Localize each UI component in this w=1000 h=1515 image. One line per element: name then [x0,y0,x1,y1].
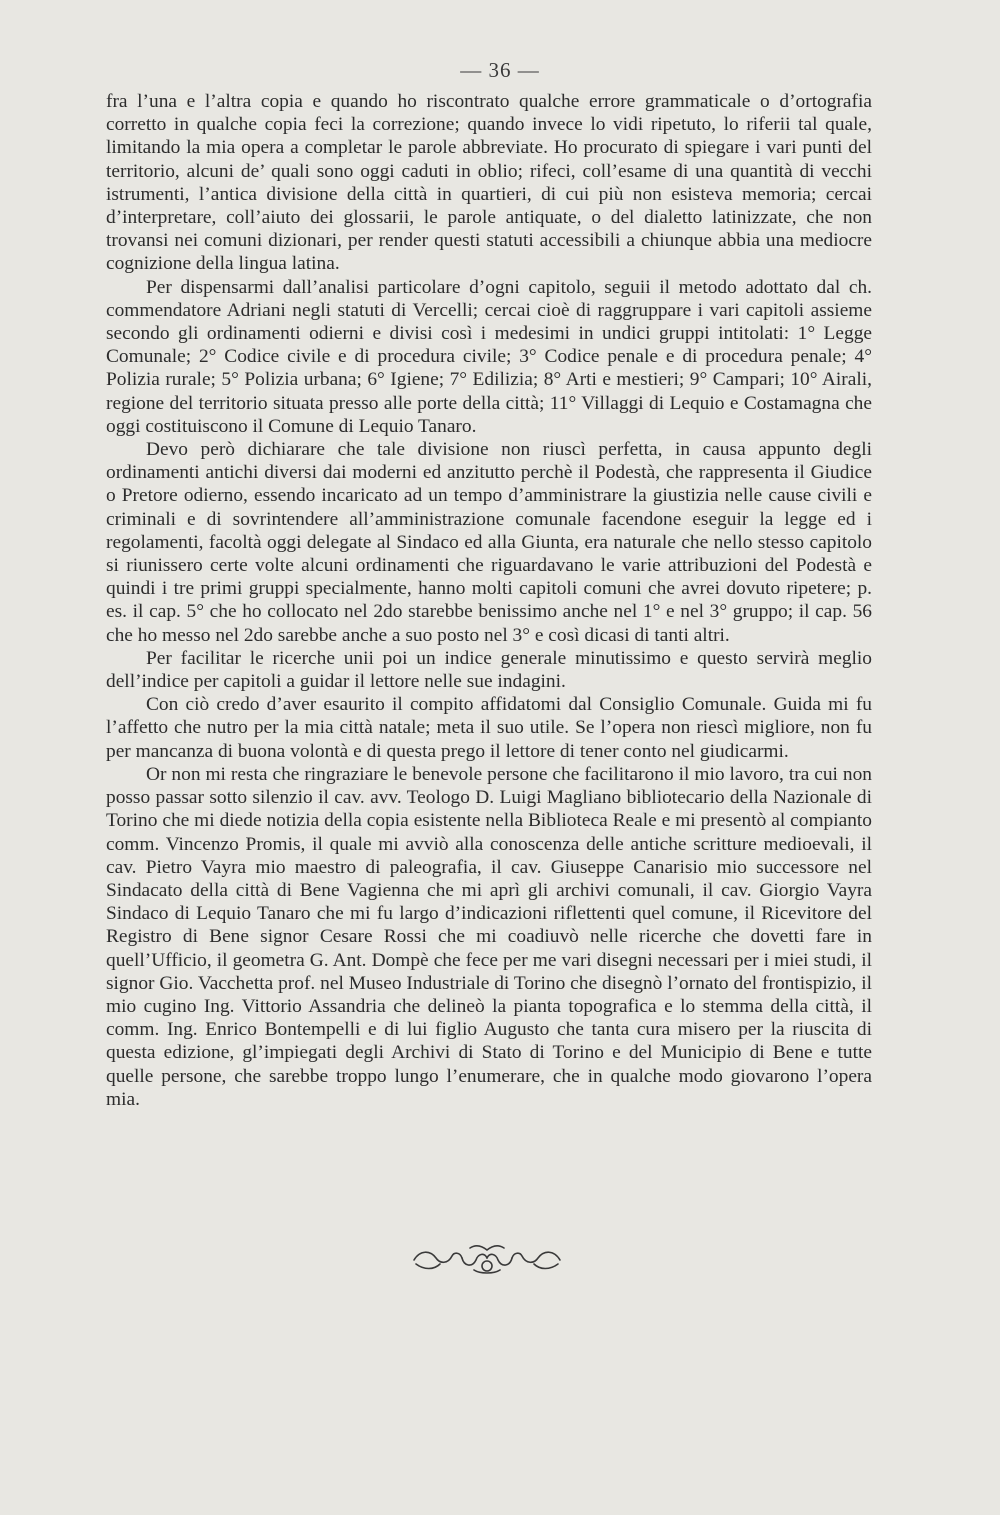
paragraph-5: Con ciò credo d’aver esaurito il compito affidatomi dal Consiglio Comunale. Guida mi fu l’affetto che nutro per la mia città natale; meta il suo utile. Se l’opera non riescì migliore, non fu per mancanza di buona volontà e di questa prego il lettore di tener conto nel giudicarmi. [106,694,872,762]
paragraph-1: fra l’una e l’altra copia e quando ho riscontrato qualche errore grammaticale o d’ortografia corretto in qualche copia feci la correzione; quando invece lo vidi ripetuto, lo riferii tal quale, limitando la mia opera a completar le parole abbreviate. Ho procurato di spiegare i vari punti del territorio, alcuni de’ quali sono oggi caduti in oblio; rifeci, coll’esame di una quantità di vecchi istrumenti, l’antica divisione della città in quartieri, di cui più non esisteva memoria; cercai d’interpretare, coll’aiuto dei glossarii, le parole antiquate, o del dialetto latinizzate, che non trovansi nei comuni dizionari, per render questi statuti accessibili a chiunque abbia una mediocre cognizione della lingua latina. [106,91,872,275]
paragraph-2: Per dispensarmi dall’analisi particolare d’ogni capitolo, seguii il metodo adottato dal ch. commendatore Adriani negli statuti di Vercelli; cercai cioè di raggruppare i vari capitoli assieme secondo gli ordinamenti odierni e divisi così i medesimi in undici gruppi intitolati: 1° Legge Comunale; 2° Codice civile e di procedura civile; 3° Codice penale e di procedura penale; 4° Polizia rurale; 5° Polizia urbana; 6° Igiene; 7° Edilizia; 8° Arti e mestieri; 9° Campari; 10° Airali, regione del territorio situata presso alle porte della città; 11° Villaggi di Lequio e Costamagna che oggi costituiscono il Comune di Lequio Tanaro. [106,276,872,437]
paragraph-6: Or non mi resta che ringraziare le benevole persone che facilitarono il mio lavoro, tra cui non posso passar sotto silenzio il cav. avv. Teologo D. Luigi Magliano bibliotecario della Nazionale di Torino che mi diede notizia della copia esistente nella Biblioteca Reale e mi presentò al compianto comm. Vincenzo Promis, il quale mi avviò alla conoscenza delle antiche scritture medioevali, il cav. Pietro Vayra mio maestro di paleografia, il cav. Giuseppe Canarisio mio successore nel Sindacato della città di Bene Vagienna che mi aprì gli archivi comunali, il cav. Giorgio Vayra Sindaco di Lequio Tanaro che mi fu largo d’indicazioni riflettenti quel comune, il Ricevitore del Registro di Bene signor Cesare Rossi che mi coadiuvò nelle ricerche che dovetti fare in quell’Ufficio, il geometra G. Ant. Dompè che fece per me vari disegni necessari per i miei studi, il signor Gio. Vacchetta prof. nel Museo Industriale di Torino che disegnò l’ornato del frontispizio, il mio cugino Ing. Vittorio Assandria che delineò la pianta topografica e lo stemma della città, il comm. Ing. Enrico Bontempelli e di lui figlio Augusto che tanta cura misero per la riuscita di questa edizione, gl’impiegati degli Archivi di Stato di Torino e del Municipio di Bene e tutte quelle persone, che sarebbe troppo lungo l’enumerare, che in qualche modo giovarono l’opera mia. [106,763,872,1110]
scroll-ornament-icon [410,1240,565,1278]
page-number: — 36 — [460,58,540,82]
paragraph-3: Devo però dichiarare che tale divisione non riuscì perfetta, in causa appunto degli ordinamenti antichi diversi dai moderni ed anzitutto perchè il Podestà, che rappresenta il Giudice o Pretore odierno, essendo incaricato ad un tempo d’amministrare la giustizia nelle cause civili e criminali e di sovrintendere all’amministrazione comunale facendone eseguir la legge ed i regolamenti, facoltà oggi delegate al Sindaco ed alla Giunta, era naturale che nello stesso capitolo si riunissero certe volte alcuni ordinamenti che riguardavano le varie attribuzioni del Podestà e quindi i tre primi gruppi specialmente, hanno molti capitoli comuni che avrei dovuto ripetere; p. es. il cap. 5° che ho collocato nel 2do starebbe benissimo anche nel 1° e nel 3° gruppo; il cap. 56 che ho messo nel 2do sarebbe anche a suo posto nel 3° e così dicasi di tanti altri. [106,439,872,646]
paragraph-4: Per facilitar le ricerche unii poi un indice generale minutissimo e questo servirà meglio dell’indice per capitoli a guidar il lettore nelle sue indagini. [106,647,872,693]
body-text [106,90,872,1111]
